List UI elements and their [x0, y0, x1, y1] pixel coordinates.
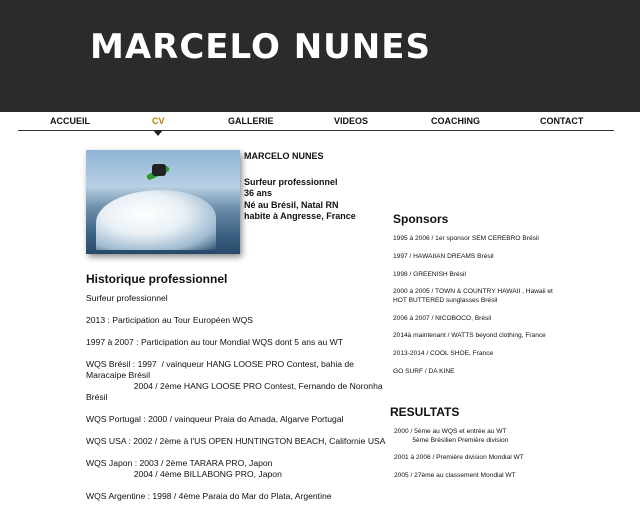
sponsor-item: GO SURF / DA KINE	[393, 368, 455, 376]
history-item: WQS Portugal : 2000 / vainqueur Praia do Amada, Algarve Portugal	[86, 414, 344, 424]
history-item: WQS Argentine : 1998 / 4ème Paraia do Mar do Plata, Argentine	[86, 491, 332, 501]
profile-line: Né au Brésil, Natal RN	[244, 199, 339, 210]
history-list	[86, 293, 386, 513]
sponsor-item: 1997 / HAWAIIAN DREAMS Brésil	[393, 252, 494, 260]
history-item: WQS Japon : 2003 / 2ème TARARA PRO, Japon 2004 / 4ème BILLABONG PRO, Japon	[86, 458, 282, 479]
results-heading: RESULTATS	[390, 405, 460, 419]
spacer	[244, 163, 356, 177]
surfer-shape	[152, 164, 166, 176]
nav-item-coaching[interactable]: COACHING	[431, 116, 480, 126]
sponsor-item: 1995 à 2006 / 1er sponsor SEM CEREBRO Brésil	[393, 235, 539, 242]
sponsors-list	[393, 235, 563, 386]
sponsor-item: 2006 à 2007 / NICOBOCO, Brésil	[393, 314, 492, 322]
nav-item-contact[interactable]: CONTACT	[540, 116, 584, 126]
sponsor-item: 2014à maintenant / WATTS beyond clothing, France	[393, 332, 546, 340]
profile-name: MARCELO NUNES	[244, 151, 324, 161]
profile-line: Surfeur professionnel	[244, 176, 338, 187]
nav-item-videos[interactable]: VIDEOS	[334, 116, 369, 126]
wave-shape	[96, 190, 216, 250]
history-item: WQS Brésil : 1997 / vainqueur HANG LOOSE PRO Contest, bahia de Maracaipe Brésil 2004 / 2ème HANG LOOSE PRO Contest, Fernando de Noronha Brésil	[86, 359, 383, 402]
profile-line: habite à Angresse, France	[244, 211, 356, 221]
sponsors-heading: Sponsors	[393, 212, 449, 226]
results-list	[394, 428, 564, 489]
nav-item-cv[interactable]: CV	[152, 116, 165, 126]
profile-info	[244, 151, 356, 223]
result-item: 2005 / 27ème au classement Mondial WT	[394, 471, 516, 479]
history-item: WQS USA : 2002 / 2ème à l'US OPEN HUNTINGTON BEACH, Californie USA	[86, 436, 386, 446]
history-item: 1997 à 2007 : Participation au tour Mondial WQS dont 5 ans au WT	[86, 337, 344, 347]
sponsor-item: 2013-2014 / COOL SHOE, France	[393, 350, 494, 358]
history-heading: Historique professionnel	[86, 272, 228, 286]
site-title[interactable]: MARCELO NUNES	[90, 27, 431, 67]
nav-item-gallerie[interactable]: GALLERIE	[228, 116, 274, 126]
surfer-photo	[86, 150, 240, 254]
history-item: 2013 : Participation au Tour Européen WQS	[86, 315, 254, 325]
main-nav	[18, 112, 614, 131]
profile-line: 36 ans	[244, 188, 273, 198]
result-item: 2001 à 2006 / Première division Mondial WT	[394, 454, 524, 461]
sponsor-item: 2000 à 2005 / TOWN & COUNTRY HAWAII , Hawaii et HOT BUTTERED sunglasses Brésil	[393, 288, 553, 304]
sponsor-item: 1998 / GREENISH Brésil	[393, 270, 466, 278]
site-header	[0, 0, 640, 112]
history-item: Surfeur professionnel	[86, 293, 168, 303]
result-item: 2000 / 5ème au WQS et entrée au WT 5ème Brésilien Première division	[394, 428, 509, 444]
nav-item-accueil[interactable]: ACCUEIL	[50, 116, 90, 126]
active-indicator-icon	[153, 130, 163, 136]
